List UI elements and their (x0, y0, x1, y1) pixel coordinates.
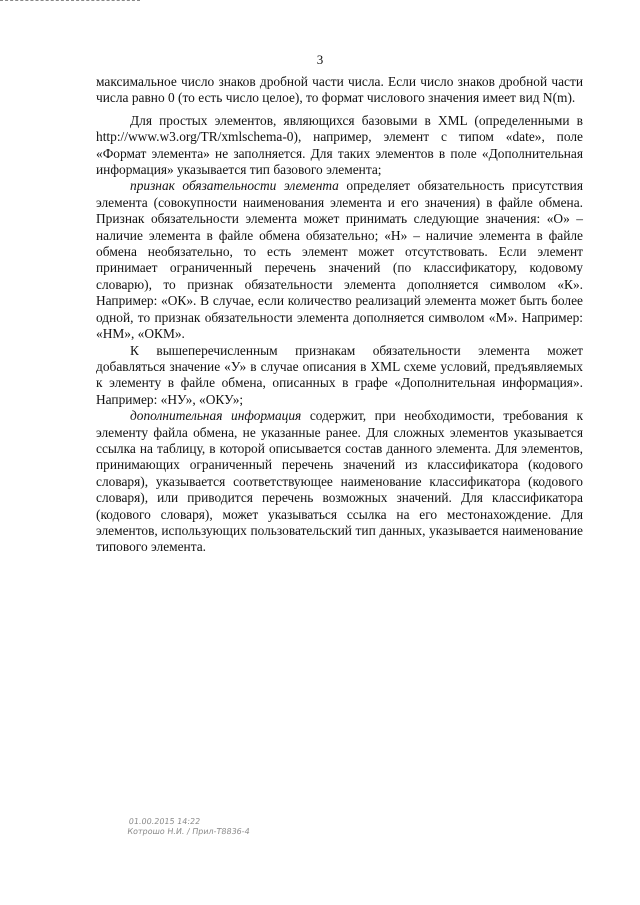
stamp-reference: Котрошо Н.И. / Прил-Т8836-4 (126, 827, 251, 836)
definition-additional-info: содержит, при необходимости, требования к элементу файла обмена, не указанные ранее. Для сложных элементов указывается ссылка на таблицу, в которой описывается состав данного элемента. Для элементов, принимающих ограниченный перечень значений из классификатора (кодового словаря), указывается соответствующее наименование классификатора (кодового словаря), или приводится перечень возможных значений. Для классификатора (кодового словаря), может указываться ссылка на его местонахождение. Для элементов, использующих пользовательский тип данных, указывается наименование типового элемента. (96, 408, 583, 555)
scan-edge-mark (0, 0, 140, 4)
definition-mandatory-sign: определяет обязательность присутствия элемента (совокупности наименования элемента и его значения) в файле обмена. Признак обязательности элемента может принимать следующие значения: «О» – наличие элемента в файле обмена обязательно; «Н» – наличие элемента в файле обмена необязательно, то есть элемент может отсутствовать. Если элемент принимает ограниченный перечень значений (по классификатору, кодовому словарю), то признак обязательности элемента дополняется символом «К». Например: «ОК». В случае, если количество реализаций элемента может быть более одной, то признак обязательности элемента дополняется символом «М». Например: «НМ», «ОКМ». (96, 178, 584, 342)
paragraph-condition-value: К вышеперечисленным признакам обязательности элемента может добавляться значение «У» в случае описания в XML схеме условий, предъявляемых к элементу в файле обмена, описанных в графе «Дополнительная информация». Например: «НУ», «ОКУ»; (96, 342, 583, 407)
paragraph-numeric-format: максимальное число знаков дробной части числа. Если число знаков дробной части числа равно 0 (то есть число целое), то формат числового значения имеет вид N(m). (96, 74, 583, 106)
document-body (96, 74, 583, 556)
term-additional-info: дополнительная информация (130, 408, 302, 424)
stamp-datetime: 01.00.2015 14:22 (128, 817, 201, 826)
term-mandatory-sign: признак обязательности элемента (130, 178, 339, 194)
registration-stamp (127, 817, 252, 837)
paragraph-mandatory-sign (96, 178, 583, 342)
paragraph-base-elements: Для простых элементов, являющихся базовыми в XML (определенными в http://www.w3.org/TR/xmlschema-0), например, элемент с типом «date», поле «Формат элемента» не заполняется. Для таких элементов в поле «Дополнительная информация» указывается тип базового элемента; (96, 112, 583, 178)
paragraph-additional-info (96, 408, 583, 556)
page-number: 3 (316, 52, 324, 67)
